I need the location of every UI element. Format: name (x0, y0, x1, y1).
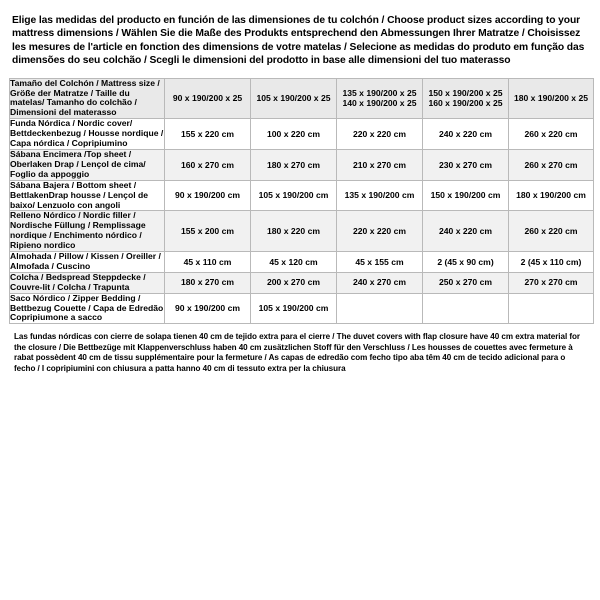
cell-nordic-filler-c4: 240 x 220 cm (423, 211, 509, 252)
header-col-4-line-1: 150 x 190/200 x 25 (428, 87, 503, 98)
cell-pillow-c4: 2 (45 x 90 cm) (423, 252, 509, 273)
row-label-top-sheet: Sábana Encimera /Top sheet / Oberlaken Drap / Lençol de cima/ Foglio da appoggio (10, 149, 165, 180)
cell-pillow-c2: 45 x 120 cm (251, 252, 337, 273)
header-col-2-line-1: 105 x 190/200 x 25 (256, 93, 331, 104)
cell-nordic-cover-c3: 220 x 220 cm (337, 119, 423, 150)
header-col-1-line-1: 90 x 190/200 x 25 (172, 93, 243, 104)
cell-top-sheet-c1: 160 x 270 cm (165, 149, 251, 180)
cell-pillow-c5: 2 (45 x 110 cm) (509, 252, 594, 273)
cell-top-sheet-c2: 180 x 270 cm (251, 149, 337, 180)
cell-top-sheet-c5: 260 x 270 cm (509, 149, 594, 180)
cell-bottom-sheet-c4: 150 x 190/200 cm (423, 180, 509, 211)
header-col-4-line-2: 160 x 190/200 x 25 (428, 98, 503, 109)
row-label-bedspread: Colcha / Bedspread Steppdecke / Couvre-lit / Colcha / Trapunta (10, 272, 165, 293)
cell-zipper-bedding-c3 (337, 293, 423, 324)
cell-bedspread-c2: 200 x 270 cm (251, 272, 337, 293)
table-row (10, 252, 594, 273)
cell-pillow-c3: 45 x 155 cm (337, 252, 423, 273)
cell-nordic-filler-c2: 180 x 220 cm (251, 211, 337, 252)
header-col-3-line-2: 140 x 190/200 x 25 (342, 98, 417, 109)
row-label-nordic-cover: Funda Nórdica / Nordic cover/ Bettdeckenbezug / Housse nordique / Capa nórdica / Copripiumino (10, 118, 164, 149)
header-col-3 (337, 78, 423, 119)
cell-nordic-cover-c2: 100 x 220 cm (251, 119, 337, 150)
cell-bedspread-c1: 180 x 270 cm (165, 272, 251, 293)
cell-nordic-filler-c3: 220 x 220 cm (337, 211, 423, 252)
header-col-2 (251, 78, 337, 119)
cell-bedspread-c3: 240 x 270 cm (337, 272, 423, 293)
header-label-cell: Tamaño del Colchón / Mattress size / Größe der Matratze / Taille du matelas/ Tamanho do colchão / Dimensioni del materasso (10, 78, 165, 119)
table-row (10, 119, 594, 150)
cell-zipper-bedding-c1: 90 x 190/200 cm (165, 293, 251, 324)
row-label-pillow: Almohada / Pillow / Kissen / Oreiller / Almofada / Cuscino (10, 252, 165, 273)
header-col-1 (165, 78, 251, 119)
header-col-5-line-1: 180 x 190/200 x 25 (513, 93, 589, 104)
cell-zipper-bedding-c5 (509, 293, 594, 324)
cell-nordic-cover-c1: 155 x 220 cm (165, 119, 251, 150)
table-row (10, 149, 594, 180)
cell-bedspread-c4: 250 x 270 cm (423, 272, 509, 293)
cell-top-sheet-c3: 210 x 270 cm (337, 149, 423, 180)
cell-bottom-sheet-c3: 135 x 190/200 cm (337, 180, 423, 211)
header-col-5 (509, 78, 594, 119)
table-row (10, 180, 594, 211)
cell-bedspread-c5: 270 x 270 cm (509, 272, 594, 293)
table-row (10, 211, 594, 252)
row-label-nordic-filler: Relleno Nórdico / Nordic filler / Nordische Füllung / Remplissage nordique / Enchimento nórdico / Ripieno nordico (10, 211, 165, 252)
row-label-zipper-bedding: Saco Nórdico / Zipper Bedding / Bettbezug Couette / Capa de Edredão Copripiumone a sacco (10, 292, 164, 323)
size-table (9, 78, 594, 325)
cell-nordic-cover-c5: 260 x 220 cm (509, 119, 594, 150)
cell-bottom-sheet-c5: 180 x 190/200 cm (509, 180, 594, 211)
row-label-bottom-sheet: Sábana Bajera / Bottom sheet / BettlakenDrap housse / Lençol de baixo/ Lenzuolo con angoli (10, 180, 165, 211)
header-col-3-line-1: 135 x 190/200 x 25 (342, 87, 417, 98)
cell-zipper-bedding-c2: 105 x 190/200 cm (251, 293, 337, 324)
cell-nordic-filler-c1: 155 x 200 cm (165, 211, 251, 252)
cell-nordic-cover-c4: 240 x 220 cm (423, 119, 509, 150)
cell-zipper-bedding-c4 (423, 293, 509, 324)
cell-top-sheet-c4: 230 x 270 cm (423, 149, 509, 180)
intro-paragraph: Elige las medidas del producto en función de las dimensiones de tu colchón / Choose product sizes according to your mattress dimensions / Wählen Sie die Maße des Produkts entsprechend den Abmessungen Ihrer Matratze / Choisissez les mesures de l'article en fonction des dimensions de votre matelas / Selecione as medidas do produto em função das dimensões do seu colchão / Scegli le dimensioni del prodotto in base alle dimensioni del tuo materasso (12, 15, 585, 67)
cell-pillow-c1: 45 x 110 cm (165, 252, 251, 273)
cell-bottom-sheet-c1: 90 x 190/200 cm (165, 180, 251, 211)
table-row (10, 272, 594, 293)
cell-bottom-sheet-c2: 105 x 190/200 cm (251, 180, 337, 211)
table-row (10, 293, 594, 324)
footer-note: Las fundas nórdicas con cierre de solapa tienen 40 cm de tejido extra para el cierre / The duvet covers with flap closure have 40 cm extra material for the closure / Die Bettbezüge mit Klappenverschluss haben 40 cm zusätzlichen Stoff für den Verschluss / Les housses de couettes avec fermeture à rabat possèdent 40 cm de tissu supplémentaire pour la fermeture / As capas de edredão com fecho tipo aba têm 40 cm de tecido adicional para o fecho / I copripiumini con chiusura a patta hanno 40 cm di tessuto extra per la chiusura (14, 332, 580, 373)
header-col-4 (423, 78, 509, 119)
table-header-row (10, 78, 594, 119)
cell-nordic-filler-c5: 260 x 220 cm (509, 211, 594, 252)
